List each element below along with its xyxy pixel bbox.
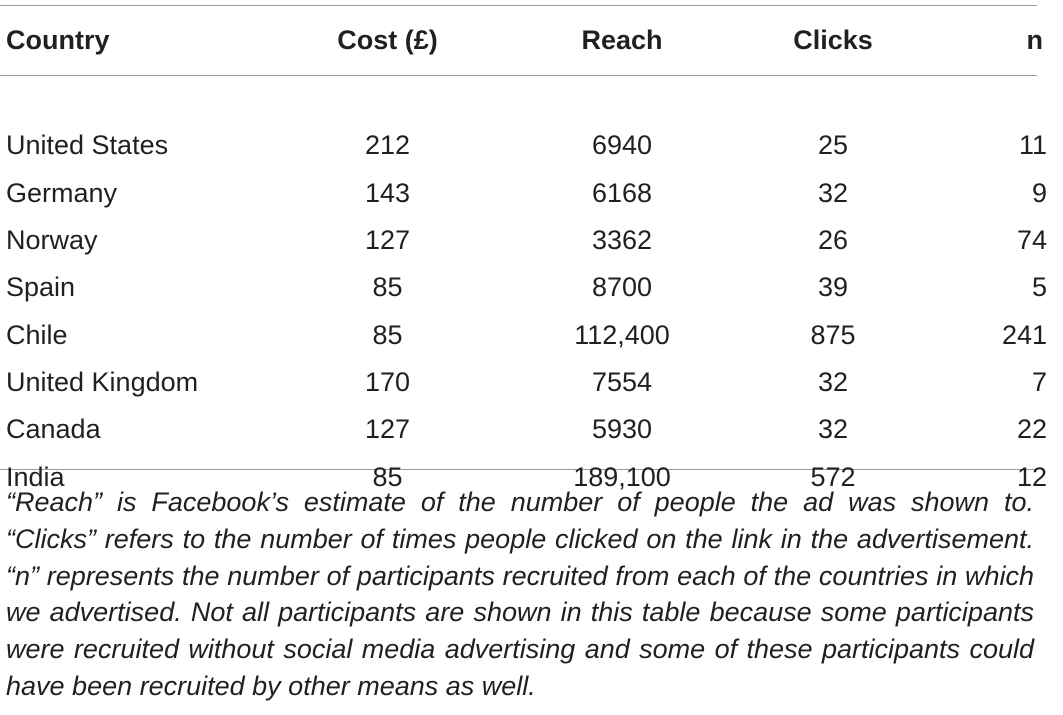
cell-country: India <box>6 461 65 492</box>
cell-cost: 127 <box>364 414 411 445</box>
cell-cost: 85 <box>372 461 403 492</box>
table-footnote: “Reach” is Facebook’s estimate of the number of people the ad was shown to. “Clicks” refers to the number of times people clicked on the link in the advertisement. “n” represents the number of participants recruited from each of the countries in which we advertised. Not all participants are shown in this table because some participants were recruited without social media advertising and some of these participants could have been recruited by other means as well. <box>6 487 1034 701</box>
cell-cost: 170 <box>364 366 411 397</box>
cell-reach: 6940 <box>591 130 653 161</box>
cell-n: 22 <box>1016 414 1047 445</box>
country-advertising-table <box>0 6 1063 501</box>
cell-n: 7 <box>1031 366 1047 397</box>
table-row <box>0 217 1063 264</box>
cell-reach: 112,400 <box>574 319 670 350</box>
table-row <box>0 406 1063 453</box>
header-n: n <box>1026 25 1043 55</box>
cell-country: Canada <box>6 414 101 445</box>
cell-clicks: 25 <box>817 130 849 161</box>
header-row <box>0 6 1063 75</box>
cell-country: United States <box>6 130 169 161</box>
table-row <box>0 311 1063 358</box>
cell-clicks: 32 <box>817 414 849 445</box>
header-cost: Cost (£) <box>337 25 438 55</box>
cell-clicks: 875 <box>810 319 856 350</box>
cell-reach: 6168 <box>591 177 653 208</box>
cell-country: Chile <box>6 319 68 350</box>
cell-reach: 8700 <box>591 272 653 303</box>
cell-cost: 143 <box>364 177 411 208</box>
cell-n: 9 <box>1031 177 1047 208</box>
cell-cost: 85 <box>372 272 403 303</box>
cell-reach: 7554 <box>591 366 653 397</box>
cell-country: Norway <box>6 225 98 256</box>
cell-country: Spain <box>6 272 76 303</box>
cell-reach: 5930 <box>591 414 653 445</box>
table-row <box>0 359 1063 406</box>
header-clicks: Clicks <box>793 25 873 55</box>
cell-clicks: 572 <box>810 461 856 492</box>
cell-n: 241 <box>1001 319 1047 350</box>
cell-clicks: 39 <box>817 272 849 303</box>
cell-clicks: 32 <box>817 177 849 208</box>
cell-n: 11 <box>1018 130 1047 161</box>
cell-clicks: 32 <box>817 366 849 397</box>
cell-reach: 3362 <box>591 225 653 256</box>
table-row <box>0 122 1063 169</box>
table-row <box>0 264 1063 311</box>
cell-n: 74 <box>1016 225 1047 256</box>
cell-reach: 189,100 <box>573 461 671 492</box>
header-country: Country <box>6 25 110 55</box>
spacer-row <box>0 75 1063 122</box>
header-reach: Reach <box>581 25 663 55</box>
cell-n: 5 <box>1031 272 1047 303</box>
cell-clicks: 26 <box>817 225 849 256</box>
cell-n: 12 <box>1016 461 1047 492</box>
cell-country: Germany <box>6 177 118 208</box>
cell-cost: 212 <box>364 130 411 161</box>
cell-country: United Kingdom <box>6 366 199 397</box>
cell-cost: 127 <box>364 225 411 256</box>
table-row <box>0 170 1063 217</box>
cell-cost: 85 <box>372 319 403 350</box>
